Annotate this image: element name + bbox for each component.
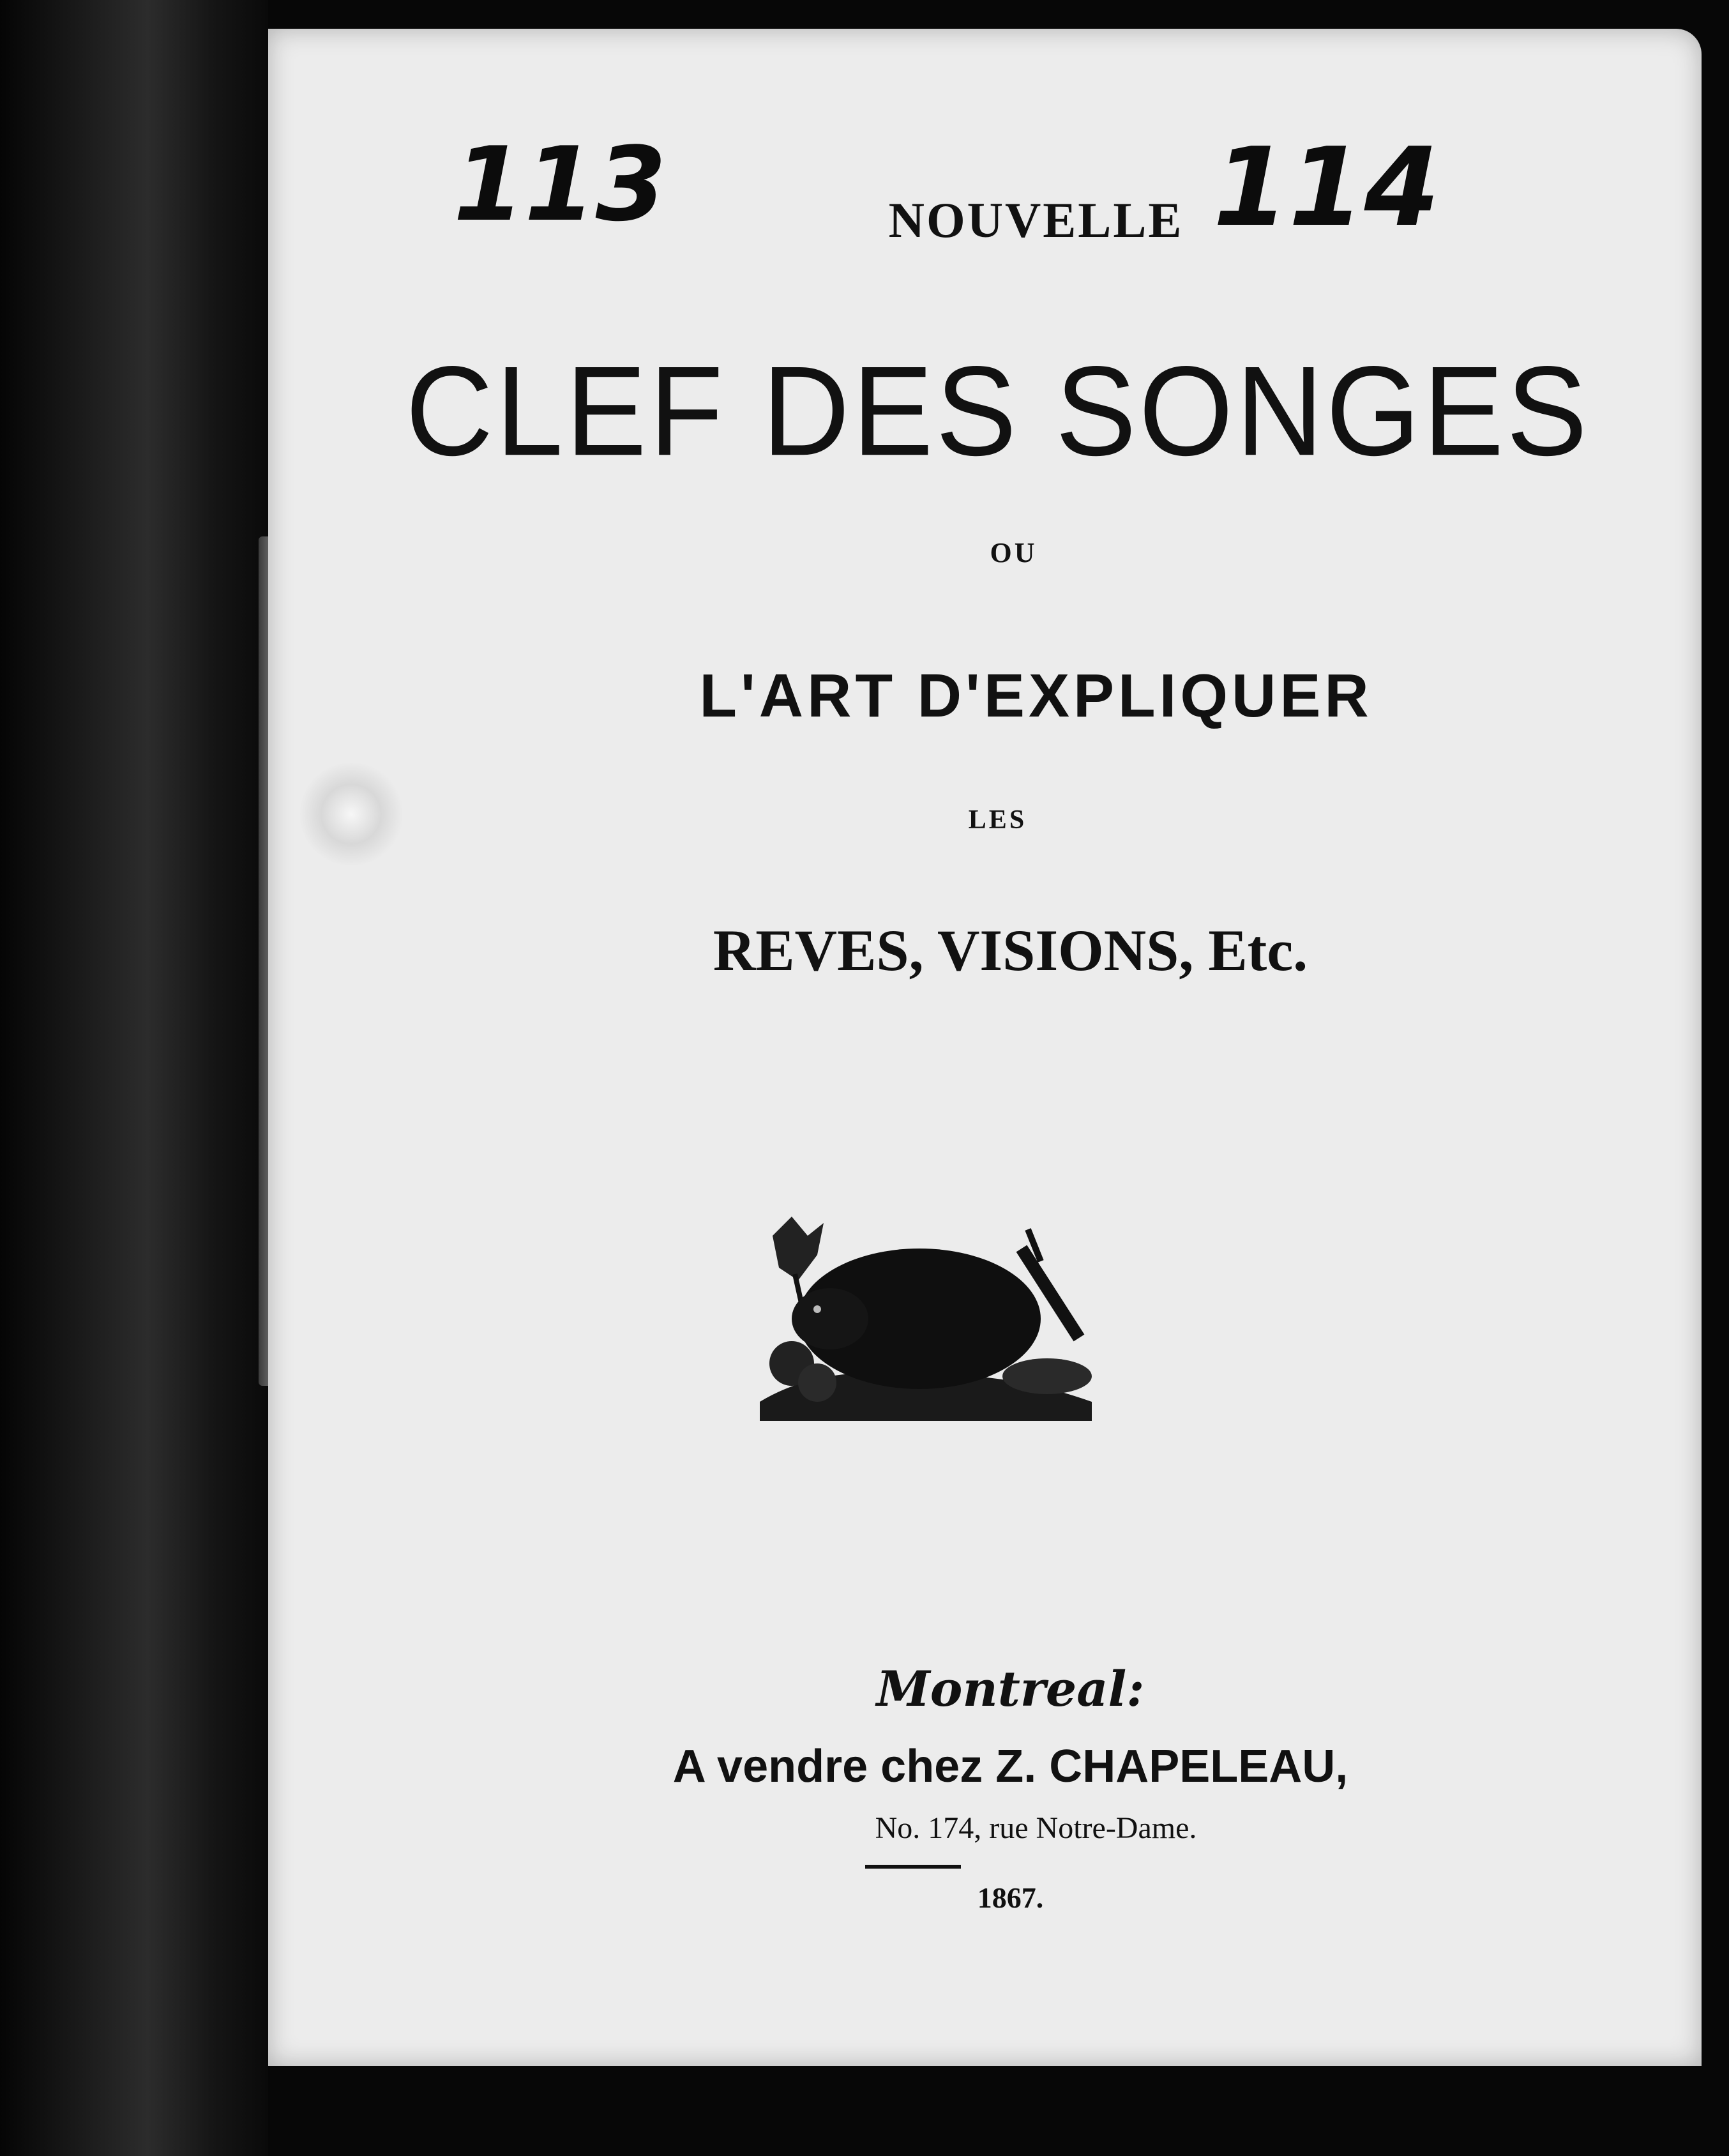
- handwritten-number-left: 113: [453, 125, 667, 244]
- beaver-ornament-svg: [747, 1210, 1105, 1427]
- handwritten-number-right: 114: [1213, 125, 1440, 251]
- title-line-nouvelle: NOUVELLE: [888, 192, 1184, 248]
- beaver-icon: [747, 1210, 1105, 1427]
- title-page: [268, 29, 1702, 2066]
- topics-line: REVES, VISIONS, Etc.: [713, 918, 1308, 983]
- paper-speck: [300, 760, 402, 869]
- imprint-address: No. 174, rue Notre-Dame.: [875, 1811, 1197, 1845]
- title-conjunction: OU: [990, 537, 1038, 568]
- main-title: CLEF DES SONGES: [405, 340, 1590, 483]
- subtitle: L'ART D'EXPLIQUER: [699, 662, 1373, 730]
- imprint-year: 1867.: [977, 1881, 1044, 1914]
- imprint-divider: [865, 1865, 961, 1869]
- title-preposition: LES: [968, 805, 1027, 835]
- imprint-city: Montreal:: [876, 1660, 1145, 1717]
- book-spine: [0, 0, 268, 2156]
- imprint-seller: A vendre chez Z. CHAPELEAU,: [672, 1741, 1348, 1792]
